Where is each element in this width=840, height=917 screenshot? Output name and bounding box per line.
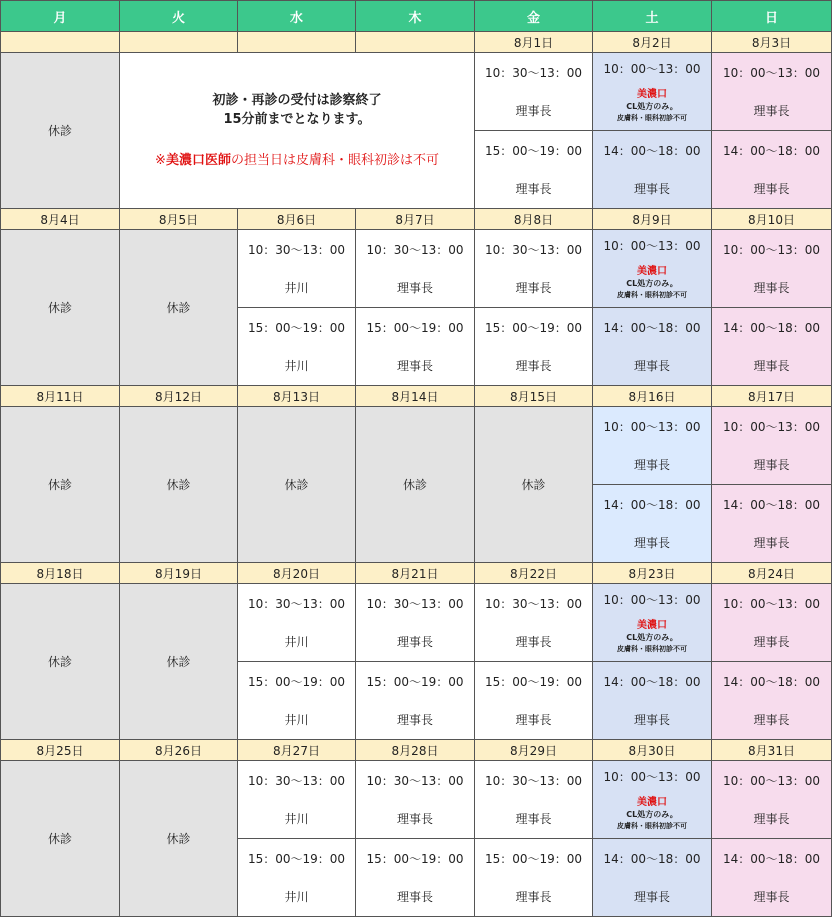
date-cell: 8月3日 bbox=[712, 32, 832, 53]
date-cell: 8月12日 bbox=[120, 386, 238, 407]
slot-time: 10：30〜13：00 bbox=[366, 596, 464, 611]
closed-cell: 休診 bbox=[120, 761, 238, 917]
slot-cell bbox=[475, 662, 593, 740]
slot-doctor: 理事長 bbox=[396, 811, 433, 826]
slot-time: 14：00〜18：00 bbox=[603, 143, 701, 158]
closed-cell: 休診 bbox=[1, 230, 120, 386]
weekday-header: 火 bbox=[120, 1, 238, 32]
closed-cell: 休診 bbox=[120, 230, 238, 386]
slot-note: CL処方のみ。 bbox=[626, 278, 678, 288]
slot-time: 10：00〜13：00 bbox=[603, 592, 701, 607]
closed-cell: 休診 bbox=[120, 407, 238, 563]
slot-time: 10：00〜13：00 bbox=[722, 596, 821, 611]
slot-time: 10：30〜13：00 bbox=[484, 596, 583, 611]
slot-time: 14：00〜18：00 bbox=[603, 851, 701, 866]
slot-time: 10：30〜13：00 bbox=[247, 773, 346, 788]
slot-cell bbox=[238, 839, 356, 917]
slot-doctor: 理事長 bbox=[753, 889, 790, 904]
slot-doctor: 井川 bbox=[284, 358, 309, 373]
date-cell: 8月8日 bbox=[475, 209, 593, 230]
date-cell: 8月1日 bbox=[475, 32, 593, 53]
slot-time: 14：00〜18：00 bbox=[603, 320, 701, 335]
slot-cell bbox=[593, 308, 712, 386]
slot-doctor: 理事長 bbox=[515, 280, 552, 295]
slot-doctor: 井川 bbox=[284, 712, 309, 727]
slot-time: 14：00〜18：00 bbox=[722, 674, 821, 689]
date-cell: 8月30日 bbox=[593, 740, 712, 761]
slot-time: 10：30〜13：00 bbox=[484, 242, 583, 257]
closed-cell: 休診 bbox=[475, 407, 593, 563]
slot-note: CL処方のみ。 bbox=[626, 101, 678, 111]
slot-doctor: 理事長 bbox=[753, 535, 790, 550]
notice-line2: 15分前までとなります。 bbox=[223, 112, 371, 127]
date-cell: 8月22日 bbox=[475, 563, 593, 584]
slot-note: 皮膚科・眼科初診不可 bbox=[617, 821, 687, 830]
slot-time: 10：30〜13：00 bbox=[247, 596, 346, 611]
slot-cell bbox=[356, 662, 475, 740]
slot-cell bbox=[712, 407, 832, 485]
slot-doctor: 理事長 bbox=[753, 712, 790, 727]
slot-doctor: 井川 bbox=[284, 280, 309, 295]
slot-doctor: 理事長 bbox=[396, 280, 433, 295]
slot-time: 10：30〜13：00 bbox=[366, 242, 464, 257]
slot-doctor: 理事長 bbox=[396, 634, 433, 649]
closed-cell: 休診 bbox=[356, 407, 475, 563]
slot-cell bbox=[356, 308, 475, 386]
date-cell: 8月29日 bbox=[475, 740, 593, 761]
slot-time: 15：00〜19：00 bbox=[247, 851, 346, 866]
slot-note: CL処方のみ。 bbox=[626, 809, 678, 819]
notice-box bbox=[120, 53, 475, 209]
slot-time: 14：00〜18：00 bbox=[722, 320, 821, 335]
slot-cell bbox=[712, 485, 832, 563]
slot-cell bbox=[712, 53, 832, 131]
slot-doctor: 理事長 bbox=[515, 634, 552, 649]
slot-time: 10：00〜13：00 bbox=[603, 419, 701, 434]
slot-time: 10：00〜13：00 bbox=[722, 419, 821, 434]
slot-cell bbox=[593, 485, 712, 563]
date-cell: 8月4日 bbox=[1, 209, 120, 230]
date-cell: 8月11日 bbox=[1, 386, 120, 407]
slot-doctor: 井川 bbox=[284, 811, 309, 826]
slot-time: 10：00〜13：00 bbox=[603, 61, 701, 76]
date-cell: 8月21日 bbox=[356, 563, 475, 584]
slot-cell bbox=[712, 584, 832, 662]
closed-cell: 休診 bbox=[1, 761, 120, 917]
slot-doctor: 理事長 bbox=[633, 358, 670, 373]
date-row bbox=[1, 386, 832, 407]
slot-doctor: 理事長 bbox=[753, 181, 790, 196]
slot-cell bbox=[593, 131, 712, 209]
date-cell: 8月13日 bbox=[238, 386, 356, 407]
slot-time: 10：00〜13：00 bbox=[603, 238, 701, 253]
slot-time: 10：30〜13：00 bbox=[484, 773, 583, 788]
slot-doctor: 井川 bbox=[284, 634, 309, 649]
slot-doctor: 理事長 bbox=[753, 457, 790, 472]
slot-time: 10：30〜13：00 bbox=[247, 242, 346, 257]
slot-cell bbox=[475, 584, 593, 662]
slot-note: 皮膚科・眼科初診不可 bbox=[617, 113, 687, 122]
date-cell: 8月10日 bbox=[712, 209, 832, 230]
slot-time: 15：00〜19：00 bbox=[484, 674, 583, 689]
slot-cell bbox=[475, 839, 593, 917]
date-row bbox=[1, 209, 832, 230]
slot-cell bbox=[475, 761, 593, 839]
slot-cell bbox=[593, 53, 712, 131]
slot-cell bbox=[356, 230, 475, 308]
date-cell: 8月5日 bbox=[120, 209, 238, 230]
date-cell: 8月6日 bbox=[238, 209, 356, 230]
slot-time: 10：00〜13：00 bbox=[603, 769, 701, 784]
slot-note: 皮膚科・眼科初診不可 bbox=[617, 644, 687, 653]
slot-doctor: 理事長 bbox=[633, 535, 670, 550]
slot-row-am bbox=[1, 761, 832, 839]
slot-cell bbox=[238, 761, 356, 839]
slot-doctor: 理事長 bbox=[396, 712, 433, 727]
slot-time: 10：00〜13：00 bbox=[722, 242, 821, 257]
slot-doctor: 理事長 bbox=[633, 181, 670, 196]
slot-time: 15：00〜19：00 bbox=[484, 320, 583, 335]
slot-doctor: 理事長 bbox=[396, 889, 433, 904]
slot-doctor: 理事長 bbox=[515, 889, 552, 904]
slot-doctor: 理事長 bbox=[753, 811, 790, 826]
slot-cell bbox=[356, 839, 475, 917]
slot-doctor: 理事長 bbox=[753, 358, 790, 373]
date-cell: 8月7日 bbox=[356, 209, 475, 230]
slot-time: 14：00〜18：00 bbox=[722, 851, 821, 866]
date-cell: 8月24日 bbox=[712, 563, 832, 584]
date-row bbox=[1, 563, 832, 584]
slot-doctor: 井川 bbox=[284, 889, 309, 904]
slot-cell bbox=[238, 308, 356, 386]
slot-time: 14：00〜18：00 bbox=[722, 143, 821, 158]
slot-doctor: 理事長 bbox=[753, 103, 790, 118]
date-row bbox=[1, 32, 832, 53]
slot-time: 10：00〜13：00 bbox=[722, 773, 821, 788]
date-cell: 8月26日 bbox=[120, 740, 238, 761]
slot-cell bbox=[475, 53, 593, 131]
date-cell: 8月19日 bbox=[120, 563, 238, 584]
slot-cell bbox=[238, 584, 356, 662]
date-cell bbox=[120, 32, 238, 53]
date-cell: 8月28日 bbox=[356, 740, 475, 761]
slot-cell bbox=[593, 839, 712, 917]
closed-cell: 休診 bbox=[1, 584, 120, 740]
weekday-header: 水 bbox=[238, 1, 356, 32]
slot-time: 15：00〜19：00 bbox=[484, 851, 583, 866]
slot-time: 15：00〜19：00 bbox=[366, 674, 464, 689]
slot-cell bbox=[712, 131, 832, 209]
weekday-header: 日 bbox=[712, 1, 832, 32]
slot-time: 14：00〜18：00 bbox=[603, 497, 701, 512]
slot-cell bbox=[475, 131, 593, 209]
date-cell: 8月18日 bbox=[1, 563, 120, 584]
slot-time: 15：00〜19：00 bbox=[366, 851, 464, 866]
slot-time: 10：30〜13：00 bbox=[366, 773, 464, 788]
closed-cell: 休診 bbox=[238, 407, 356, 563]
weekday-header: 土 bbox=[593, 1, 712, 32]
slot-row-am bbox=[1, 230, 832, 308]
date-cell: 8月25日 bbox=[1, 740, 120, 761]
weekday-header: 月 bbox=[1, 1, 120, 32]
slot-doctor: 理事長 bbox=[515, 103, 552, 118]
slot-row-am bbox=[1, 584, 832, 662]
date-cell bbox=[356, 32, 475, 53]
slot-note: CL処方のみ。 bbox=[626, 632, 678, 642]
date-cell: 8月27日 bbox=[238, 740, 356, 761]
date-cell: 8月9日 bbox=[593, 209, 712, 230]
warning-text: の担当日は皮膚科・眼科初診は不可 bbox=[230, 153, 439, 168]
slot-doctor: 理事長 bbox=[515, 358, 552, 373]
slot-doctor: 理事長 bbox=[396, 358, 433, 373]
slot-cell bbox=[712, 308, 832, 386]
date-cell: 8月31日 bbox=[712, 740, 832, 761]
slot-doctor: 理事長 bbox=[753, 634, 790, 649]
date-cell bbox=[238, 32, 356, 53]
slot-doctor: 美濃口 bbox=[637, 796, 667, 808]
warning-mark: ※ bbox=[155, 153, 166, 168]
slot-cell bbox=[356, 761, 475, 839]
date-cell: 8月16日 bbox=[593, 386, 712, 407]
slot-cell bbox=[593, 761, 712, 839]
slot-cell bbox=[593, 584, 712, 662]
slot-cell bbox=[593, 230, 712, 308]
slot-cell bbox=[238, 662, 356, 740]
weekday-header: 金 bbox=[475, 1, 593, 32]
slot-doctor: 美濃口 bbox=[637, 265, 667, 277]
slot-cell bbox=[356, 584, 475, 662]
slot-doctor: 理事長 bbox=[515, 181, 552, 196]
date-cell: 8月17日 bbox=[712, 386, 832, 407]
slot-row-am bbox=[1, 53, 832, 131]
weekday-header: 木 bbox=[356, 1, 475, 32]
slot-row-am bbox=[1, 407, 832, 485]
slot-doctor: 理事長 bbox=[633, 712, 670, 727]
slot-time: 10：00〜13：00 bbox=[722, 65, 821, 80]
slot-time: 15：00〜19：00 bbox=[247, 674, 346, 689]
slot-cell bbox=[712, 761, 832, 839]
slot-note: 皮膚科・眼科初診不可 bbox=[617, 290, 687, 299]
closed-cell: 休診 bbox=[1, 53, 120, 209]
slot-doctor: 理事長 bbox=[633, 889, 670, 904]
slot-time: 14：00〜18：00 bbox=[722, 497, 821, 512]
slot-cell bbox=[712, 662, 832, 740]
slot-doctor: 理事長 bbox=[515, 712, 552, 727]
slot-cell bbox=[475, 308, 593, 386]
date-cell: 8月20日 bbox=[238, 563, 356, 584]
slot-cell bbox=[238, 230, 356, 308]
slot-doctor: 美濃口 bbox=[637, 88, 667, 100]
slot-time: 15：00〜19：00 bbox=[247, 320, 346, 335]
slot-cell bbox=[593, 662, 712, 740]
notice-line1: 初診・再診の受付は診察終了 bbox=[212, 93, 382, 108]
slot-doctor: 理事長 bbox=[633, 457, 670, 472]
date-cell: 8月14日 bbox=[356, 386, 475, 407]
slot-time: 15：00〜19：00 bbox=[366, 320, 464, 335]
slot-cell bbox=[712, 839, 832, 917]
closed-cell: 休診 bbox=[1, 407, 120, 563]
date-cell: 8月2日 bbox=[593, 32, 712, 53]
slot-doctor: 美濃口 bbox=[637, 619, 667, 631]
warning-doctor: 美濃口医師 bbox=[165, 153, 231, 168]
date-cell: 8月15日 bbox=[475, 386, 593, 407]
slot-time: 14：00〜18：00 bbox=[603, 674, 701, 689]
date-row bbox=[1, 740, 832, 761]
closed-cell: 休診 bbox=[120, 584, 238, 740]
date-cell: 8月23日 bbox=[593, 563, 712, 584]
weekday-header-row bbox=[1, 1, 832, 32]
slot-doctor: 理事長 bbox=[753, 280, 790, 295]
slot-time: 15：00〜19：00 bbox=[484, 143, 583, 158]
slot-cell bbox=[593, 407, 712, 485]
slot-cell bbox=[712, 230, 832, 308]
slot-doctor: 理事長 bbox=[515, 811, 552, 826]
slot-time: 10：30〜13：00 bbox=[484, 65, 583, 80]
slot-cell bbox=[475, 230, 593, 308]
notice-warning bbox=[120, 151, 474, 170]
date-cell bbox=[1, 32, 120, 53]
